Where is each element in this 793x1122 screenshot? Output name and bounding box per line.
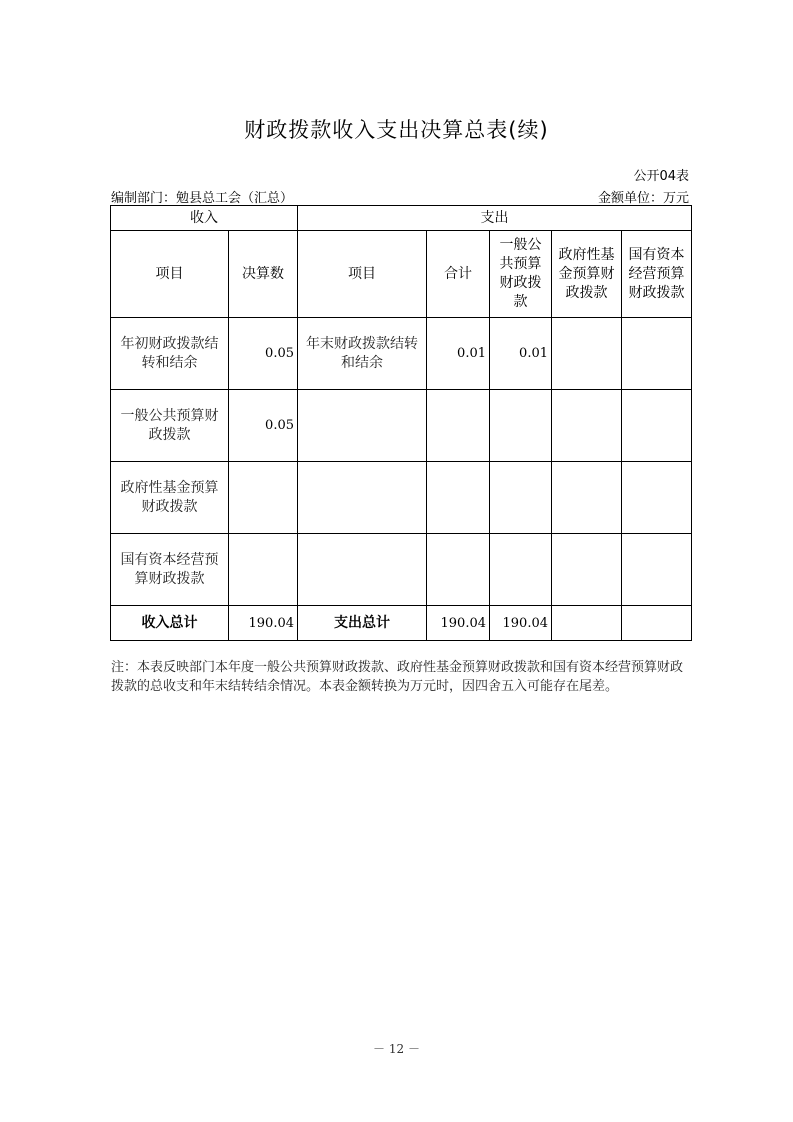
income-total-label: 收入总计	[111, 606, 229, 641]
expense-grand-total: 190.04	[427, 606, 490, 641]
total-row	[111, 606, 692, 641]
expense-general-total: 190.04	[490, 606, 552, 641]
page-title: 财政拨款收入支出决算总表(续)	[244, 118, 549, 142]
expense-total	[427, 534, 490, 606]
income-amount: 0.05	[229, 318, 298, 390]
header-row-columns	[111, 231, 692, 318]
table-row	[111, 318, 692, 390]
expense-general	[490, 534, 552, 606]
footnote: 注：本表反映部门本年度一般公共预算财政拨款、政府性基金预算财政拨款和国有资本经营预算财政拨款的总收支和年末结转结余情况。本表金额转换为万元时，因四舍五入可能存在尾差。	[111, 660, 684, 694]
col-expense-item: 项目	[298, 231, 427, 318]
income-item: 年初财政拨款结转和结余	[111, 318, 229, 390]
amount-unit: 金额单位：万元	[597, 191, 689, 206]
col-fund-budget: 政府性基金预算财政拨款	[552, 231, 622, 318]
income-item: 政府性基金预算财政拨款	[111, 462, 229, 534]
expense-item: 年末财政拨款结转和结余	[298, 318, 427, 390]
expense-item	[298, 390, 427, 462]
fiscal-appropriation-table	[110, 205, 692, 641]
col-income-item: 项目	[111, 231, 229, 318]
col-state-capital-budget: 国有资本经营预算财政拨款	[622, 231, 692, 318]
expense-fund-total	[552, 606, 622, 641]
expense-fund	[552, 534, 622, 606]
expense-state	[622, 534, 692, 606]
table-row	[111, 534, 692, 606]
col-total: 合计	[427, 231, 490, 318]
income-amount	[229, 534, 298, 606]
expense-item	[298, 534, 427, 606]
table-row	[111, 390, 692, 462]
col-general-budget: 一般公共预算财政拨款	[490, 231, 552, 318]
expense-state	[622, 390, 692, 462]
expense-state	[622, 318, 692, 390]
income-amount	[229, 462, 298, 534]
expense-general	[490, 390, 552, 462]
income-item: 一般公共预算财政拨款	[111, 390, 229, 462]
expense-fund	[552, 390, 622, 462]
expense-fund	[552, 462, 622, 534]
expense-header: 支出	[298, 206, 692, 231]
expense-general: 0.01	[490, 318, 552, 390]
page-number: － 12 －	[373, 1042, 420, 1056]
expense-item	[298, 462, 427, 534]
table-row	[111, 462, 692, 534]
expense-state	[622, 462, 692, 534]
form-number: 公开04表	[633, 169, 689, 184]
income-total-amount: 190.04	[229, 606, 298, 641]
expense-fund	[552, 318, 622, 390]
header-row-group	[111, 206, 692, 231]
income-header: 收入	[111, 206, 298, 231]
expense-total	[427, 390, 490, 462]
expense-state-total	[622, 606, 692, 641]
col-income-amount: 决算数	[229, 231, 298, 318]
income-item: 国有资本经营预算财政拨款	[111, 534, 229, 606]
expense-total-label: 支出总计	[298, 606, 427, 641]
expense-total: 0.01	[427, 318, 490, 390]
expense-total	[427, 462, 490, 534]
expense-general	[490, 462, 552, 534]
income-amount: 0.05	[229, 390, 298, 462]
compiling-unit: 编制部门：勉县总工会（汇总）	[111, 191, 294, 206]
